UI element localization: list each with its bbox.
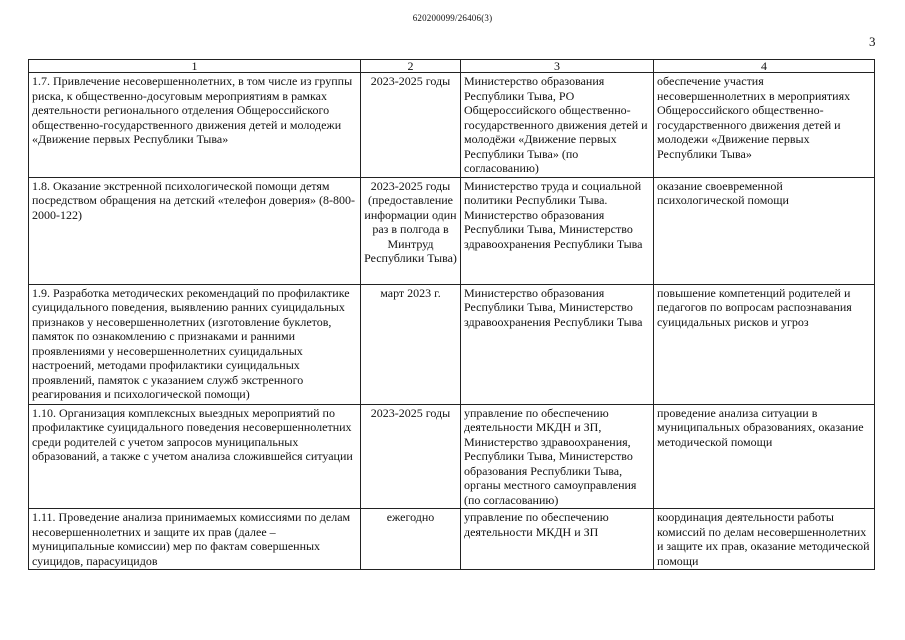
deadline-cell: 2023-2025 годы [361, 404, 461, 509]
measure-cell: 1.8. Оказание экстренной психологической помощи детям посредством обращения на детский «телефон доверия» (8-800-2000-122) [29, 177, 361, 284]
responsible-cell: Министерство труда и социальной политики Республики Тыва. Министерство образования Республики Тыва, Министерство здравоохранения Республики Тыва [461, 177, 654, 284]
table-row [29, 284, 875, 404]
result-cell: обеспечение участия несовершеннолетних в мероприятиях Общероссийского общественно-государственного движения детей и молодежи «Движение первых Республики Тыва» [654, 73, 875, 178]
result-cell: координация деятельности работы комиссий по делам несовершеннолетних и защите их прав, оказание методической помощи [654, 509, 875, 570]
column-header: 2 [361, 60, 461, 73]
responsible-cell: управление по обеспечению деятельности МКДН и ЗП [461, 509, 654, 570]
measure-cell: 1.10. Организация комплексных выездных мероприятий по профилактике суицидального поведения несовершеннолетних среди родителей с учетом запросов муниципальных образований, а также с учетом анализа сложившейся ситуации [29, 404, 361, 509]
measures-table [28, 59, 875, 570]
page-number: 3 [869, 34, 876, 49]
responsible-cell: Министерство образования Республики Тыва, Министерство здравоохранения Республики Тыва [461, 284, 654, 404]
deadline-cell: 2023-2025 годы [361, 73, 461, 178]
document-id: 620200099/26406(3) [412, 13, 493, 23]
measure-cell: 1.11. Проведение анализа принимаемых комиссиями по делам несовершеннолетних и защите их прав (далее – муниципальные комиссии) мер по фактам совершенных суицидов, парасуицидов [29, 509, 361, 570]
deadline-cell: 2023-2025 годы (предоставление информации один раз в полгода в Минтруд Республики Тыва) [361, 177, 461, 284]
table-row [29, 177, 875, 284]
deadline-cell: март 2023 г. [361, 284, 461, 404]
column-header: 4 [654, 60, 875, 73]
responsible-cell: управление по обеспечению деятельности МКДН и ЗП, Министерство здравоохранения, Республики Тыва, Министерство образования Республики Тыва, органы местного самоуправления (по согласованию) [461, 404, 654, 509]
measure-cell: 1.9. Разработка методических рекомендаций по профилактике суицидального поведения, выявлению ранних суицидальных признаков у несовершеннолетних (изготовление буклетов, памяток по ознакомлению с признаками и ранними проявлениями у несовершеннолетних суицидальных настроений, методами профилактики суицидальных проявлений, памяток с указанием служб экстренного реагирования и психологической помощи) [29, 284, 361, 404]
deadline-cell: ежегодно [361, 509, 461, 570]
result-cell: оказание своевременной психологической помощи [654, 177, 875, 284]
table-row [29, 73, 875, 178]
result-cell: проведение анализа ситуации в муниципальных образованиях, оказание методической помощи [654, 404, 875, 509]
table-row [29, 404, 875, 509]
result-cell: повышение компетенций родителей и педагогов по вопросам распознавания суицидальных рисков и угроз [654, 284, 875, 404]
column-header: 3 [461, 60, 654, 73]
table-row [29, 509, 875, 570]
column-header: 1 [29, 60, 361, 73]
measure-cell: 1.7. Привлечение несовершеннолетних, в том числе из группы риска, к общественно-досуговым мероприятиям в рамках деятельности регионального отделения Общероссийского общественно-государственного движения детей и молодежи «Движение первых Республики Тыва» [29, 73, 361, 178]
responsible-cell: Министерство образования Республики Тыва, РО Общероссийского общественно-государственного движения детей и молодёжи «Движение первых Республики Тыва» (по согласованию) [461, 73, 654, 178]
table-header-row [29, 60, 875, 73]
